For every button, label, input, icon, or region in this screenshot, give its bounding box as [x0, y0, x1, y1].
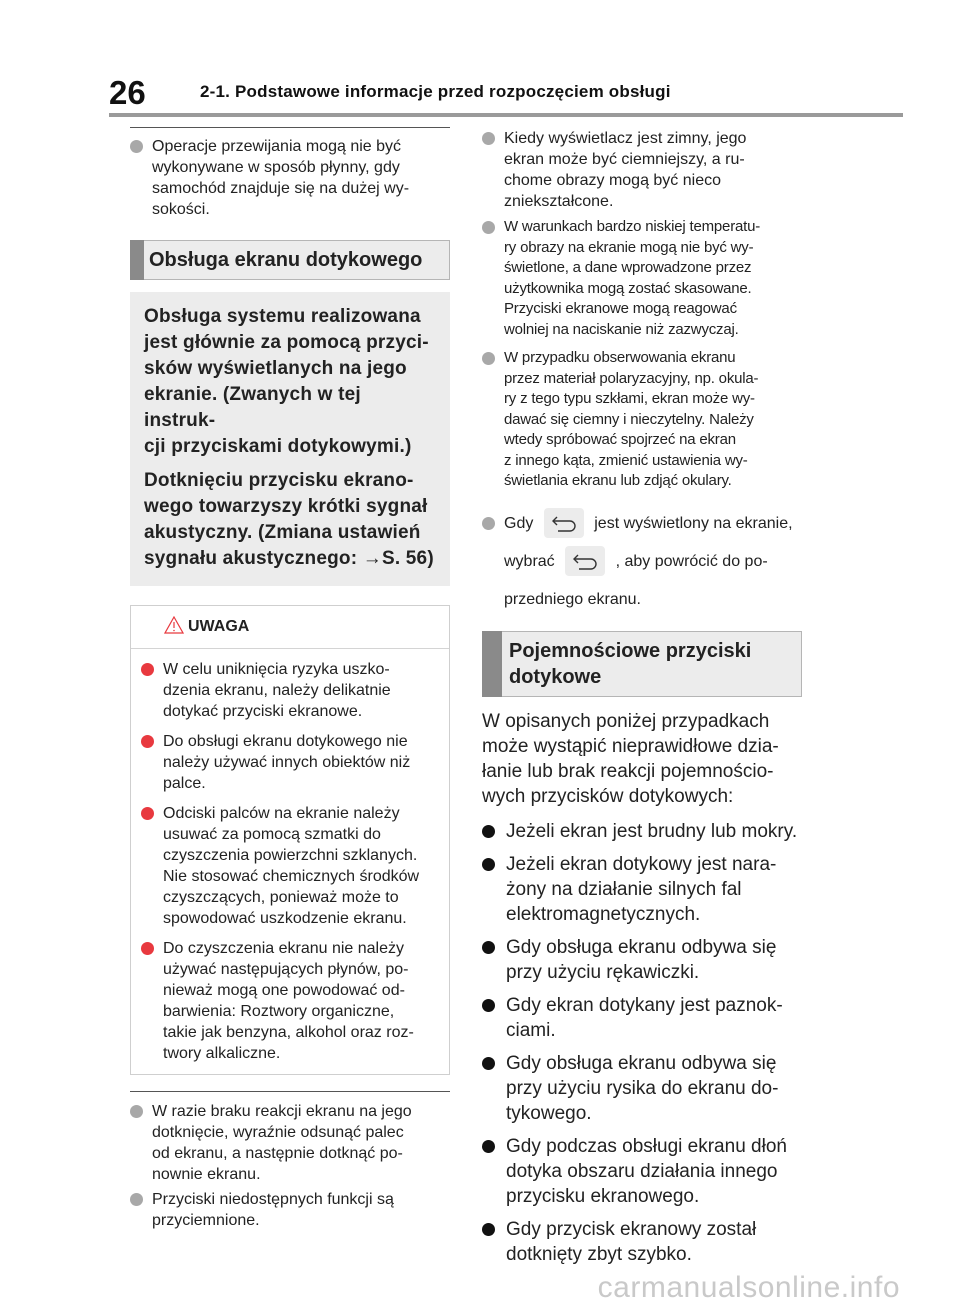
back-button-inline [565, 546, 605, 576]
warning-item: Do czyszczenia ekranu nie należy używać następujących płynów, po- nieważ mogą one powodować od- barwienia: Roztwory organiczne, takie jak benzyna, alkohol oraz roz- twory alkaliczne. [141, 938, 441, 1064]
list-item: Gdy ekran dotykany jest paznok- ciami. [482, 993, 806, 1043]
bullet-dot [130, 1105, 143, 1118]
warning-box [130, 605, 450, 1075]
back-arrow-icon [571, 552, 599, 570]
warning-item: Odciski palców na ekranie należy usuwać za pomocą szmatki do czyszczenia powierzchni szklanych. Nie stosować chemicznych środków czyszczących, ponieważ może to spowodować uszkodzenie ekranu. [141, 803, 441, 929]
intro-box [130, 292, 450, 586]
bullet-dot [482, 517, 495, 530]
bullet-dot [482, 1223, 495, 1236]
list-item: Operacje przewijania mogą nie być wykonywane w sposób płynny, gdy samochód znajduje się na dużej wy- sokości. [130, 136, 450, 220]
warning-triangle-icon [164, 616, 184, 634]
intro-paragraph: Dotknięciu przycisku ekrano- wego towarzyszy krótki sygnał akustyczny. (Zmiana ustawień sygnału akustycznego: →S. 56) [144, 470, 434, 569]
section-title: Pojemnościowe przyciski dotykowe [509, 639, 752, 688]
list-item: Gdy jest wyświetlony na ekranie, wybrać , aby powrócić do po- przedniego ekranu. [482, 505, 806, 619]
warning-header [131, 606, 449, 649]
intro-paragraph: Obsługa systemu realizowana jest głównie za pomocą przyci- sków wyświetlanych na jego ekranie. (Zwanych w tej instruk- cji przyciskami dotykowymi.) [144, 306, 429, 457]
bullet-dot [141, 735, 154, 748]
section-bar [482, 631, 502, 697]
warning-item: Do obsługi ekranu dotykowego nie należy używać innych obiektów niż palce. [141, 731, 441, 794]
list-item: Gdy obsługa ekranu odbywa się przy użyciu rękawiczki. [482, 935, 806, 985]
intro-paragraph: W opisanych poniżej przypadkach może wystąpić nieprawidłowe dzia- łanie lub brak reakcji pojemnościo- wych przycisków dotykowych: [482, 710, 779, 807]
bullet-dot [141, 807, 154, 820]
page-number: 26 [109, 74, 146, 111]
list-item: Gdy podczas obsługi ekranu dłoń dotyka obszaru działania innego przycisku ekranowego. [482, 1134, 806, 1209]
list-item: W razie braku reakcji ekranu na jego dotknięcie, wyraźnie odsunąć palec od ekranu, a następnie dotknąć po- nownie ekranu. [130, 1101, 450, 1185]
case-list [482, 819, 806, 1267]
bullet-dot [482, 132, 495, 145]
bullet-dot [482, 999, 495, 1012]
header-rule [109, 113, 903, 117]
bullet-dot [482, 941, 495, 954]
list-item: W warunkach bardzo niskiej temperatu- ry obrazy na ekranie mogą nie być wy- świetlone, a dane wprowadzone przez użytkownika mogą zostać skasowane. Przyciski ekranowe mogą reagować wolniej na naciskanie niż zazwyczaj. [482, 217, 806, 340]
warning-title: UWAGA [188, 618, 250, 635]
section-header [130, 240, 450, 280]
chapter-title: 2-1. Podstawowe informacje przed rozpoczęciem obsługi [200, 82, 671, 101]
list-item: Kiedy wyświetlacz jest zimny, jego ekran może być ciemniejszy, a ru- chome obrazy mogą być nieco zniekształcone. [482, 128, 806, 212]
watermark: carmanualsonline.info [597, 1271, 900, 1304]
bullet-dot [482, 858, 495, 871]
back-button-inline [544, 508, 584, 538]
section-header [482, 631, 802, 697]
bullet-dot [482, 1057, 495, 1070]
section-title: Obsługa ekranu dotykowego [149, 249, 423, 271]
bullet-dot [130, 140, 143, 153]
left-column [130, 136, 450, 1231]
page-reference-link[interactable]: →S. 56) [362, 548, 434, 569]
list-item: Gdy obsługa ekranu odbywa się przy użyciu rysika do ekranu do- tykowego. [482, 1051, 806, 1126]
list-item: W przypadku obserwowania ekranu przez materiał polaryzacyjny, np. okula- ry z tego typu szkłami, ekran może wy- dawać się ciemny i nieczytelny. Należy wtedy spróbować spojrzeć na ekran z innego kąta, zmienić ustawienia wy- świetlania ekranu lub zdjąć okulary. [482, 348, 806, 492]
warning-body [131, 649, 449, 1074]
right-column [482, 128, 806, 1275]
bullet-dot [141, 942, 154, 955]
bullet-dot [141, 663, 154, 676]
list-item: Jeżeli ekran jest brudny lub mokry. [482, 819, 806, 844]
list-item: Przyciski niedostępnych funkcji są przyciemnione. [130, 1189, 450, 1231]
bullet-dot [482, 352, 495, 365]
bullet-dot [482, 221, 495, 234]
bullet-dot [482, 825, 495, 838]
warning-item: W celu uniknięcia ryzyka uszko- dzenia ekranu, należy delikatnie dotykać przyciski ekranowe. [141, 659, 441, 722]
back-arrow-icon [550, 514, 578, 532]
divider [130, 1091, 450, 1092]
section-bar [130, 240, 144, 280]
bullet-dot [130, 1193, 143, 1206]
list-item: Gdy przycisk ekranowy został dotknięty zbyt szybko. [482, 1217, 806, 1267]
bullet-dot [482, 1140, 495, 1153]
list-item: Jeżeli ekran dotykowy jest nara- żony na działanie silnych fal elektromagnetycznych. [482, 852, 806, 927]
column-top-rule [130, 127, 450, 128]
